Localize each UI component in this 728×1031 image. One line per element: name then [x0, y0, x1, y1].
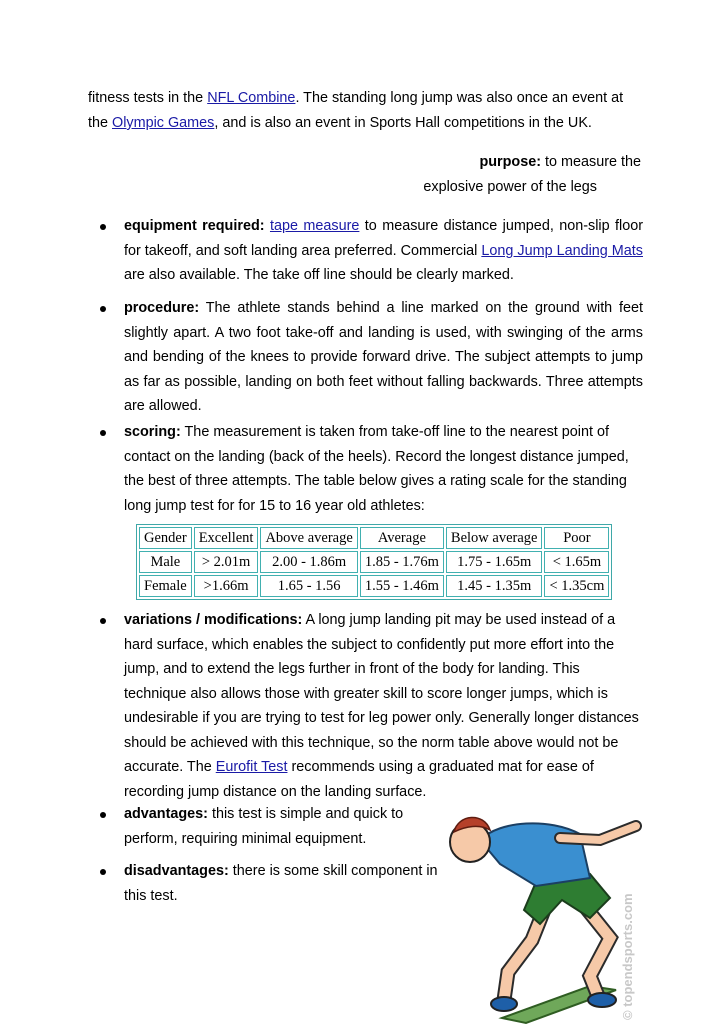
- table-row: [139, 551, 609, 573]
- table-header-cell: Poor: [544, 527, 609, 549]
- advantages-label: advantages:: [124, 806, 208, 822]
- table-header-cell: Above average: [260, 527, 357, 549]
- nfl-combine-link[interactable]: NFL Combine: [207, 90, 296, 106]
- intro-paragraph: fitness tests in the NFL Combine. The standing long jump was also once an event at the Olympic Games, and is also an event in Sports Hall competitions in the UK.: [88, 90, 624, 131]
- table-cell: Male: [139, 551, 192, 573]
- table-cell: < 1.35cm: [544, 575, 609, 597]
- bullet-icon: [100, 224, 106, 230]
- purpose-label: purpose:: [479, 154, 541, 170]
- table-cell: < 1.65m: [544, 551, 609, 573]
- table-header-row: [139, 527, 609, 549]
- disadvantages-item: disadvantages: there is some skill component in this test.: [124, 859, 454, 908]
- variations-label: variations / modifications:: [124, 612, 303, 628]
- jumping-athlete-illustration: [440, 790, 650, 1025]
- table-cell: 2.00 - 1.86m: [260, 551, 357, 573]
- table-cell: 1.85 - 1.76m: [360, 551, 444, 573]
- table-cell: 1.75 - 1.65m: [446, 551, 543, 573]
- tape-measure-link[interactable]: tape measure: [269, 218, 360, 234]
- bullet-icon: [100, 812, 106, 818]
- equipment-label: equipment required:: [124, 218, 265, 234]
- disadvantages-label: disadvantages:: [124, 863, 229, 879]
- procedure-item: procedure: The athlete stands behind a line marked on the ground with feet slightly apart. A two foot take-off and landing is used, with swinging of the arms and bending of the knees to provide forward drive. The subject attempts to jump as far as possible, landing on both feet without falling backwards. Three attempts are allowed.: [124, 296, 643, 419]
- eurofit-test-link[interactable]: Eurofit Test: [215, 759, 288, 775]
- table-row: [139, 575, 609, 597]
- procedure-label: procedure:: [124, 300, 200, 316]
- scoring-label: scoring:: [124, 424, 181, 440]
- bullet-icon: [100, 306, 106, 312]
- table-cell: Female: [139, 575, 192, 597]
- equipment-item: equipment required: tape measure to measure distance jumped, non-slip floor for takeoff, and soft landing area preferred. Commercial Long Jump Landing Mats are also available. The take off line should be clearly marked.: [124, 214, 643, 288]
- purpose-paragraph: purpose: to measure the explosive power of the legs: [423, 154, 641, 195]
- olympic-games-link[interactable]: Olympic Games: [112, 115, 215, 131]
- table-header-cell: Below average: [446, 527, 543, 549]
- back-shoe: [491, 997, 517, 1011]
- watermark-text: © topendsports.com: [620, 893, 635, 1020]
- table-cell: 1.65 - 1.56: [260, 575, 357, 597]
- table-cell: >1.66m: [194, 575, 259, 597]
- advantages-item: advantages: this test is simple and quick to perform, requiring minimal equipment.: [124, 802, 424, 851]
- table-header-cell: Gender: [139, 527, 192, 549]
- variations-item: variations / modifications: A long jump landing pit may be used instead of a hard surface, which enables the subject to confidently put more effort into the jump, and to extend the legs further in front of the body for landing. This technique also allows those with greater skill to score longer jumps, which is undesirable if you are trying to test for leg power only. Generally longer distances should be achieved with this technique, so the norm table above would not be accurate. The Eurofit Test recommends using a graduated mat for ease of recording jump distance on the landing surface.: [124, 608, 643, 804]
- bullet-icon: [100, 430, 106, 436]
- table-header-cell: Excellent: [194, 527, 259, 549]
- table-cell: 1.45 - 1.35m: [446, 575, 543, 597]
- table-cell: 1.55 - 1.46m: [360, 575, 444, 597]
- bullet-icon: [100, 618, 106, 624]
- bullet-icon: [100, 869, 106, 875]
- front-shoe: [588, 993, 616, 1007]
- table-cell: > 2.01m: [194, 551, 259, 573]
- long-jump-mats-link[interactable]: Long Jump Landing Mats: [481, 242, 643, 259]
- norms-table: [136, 524, 612, 600]
- table-header-cell: Average: [360, 527, 444, 549]
- scoring-item: scoring: The measurement is taken from take-off line to the nearest point of contact on the landing (back of the heels). Record the longest distance jumped, the best of three attempts. The table below gives a rating scale for the standing long jump test for for 15 to 16 year old athletes:: [124, 420, 643, 518]
